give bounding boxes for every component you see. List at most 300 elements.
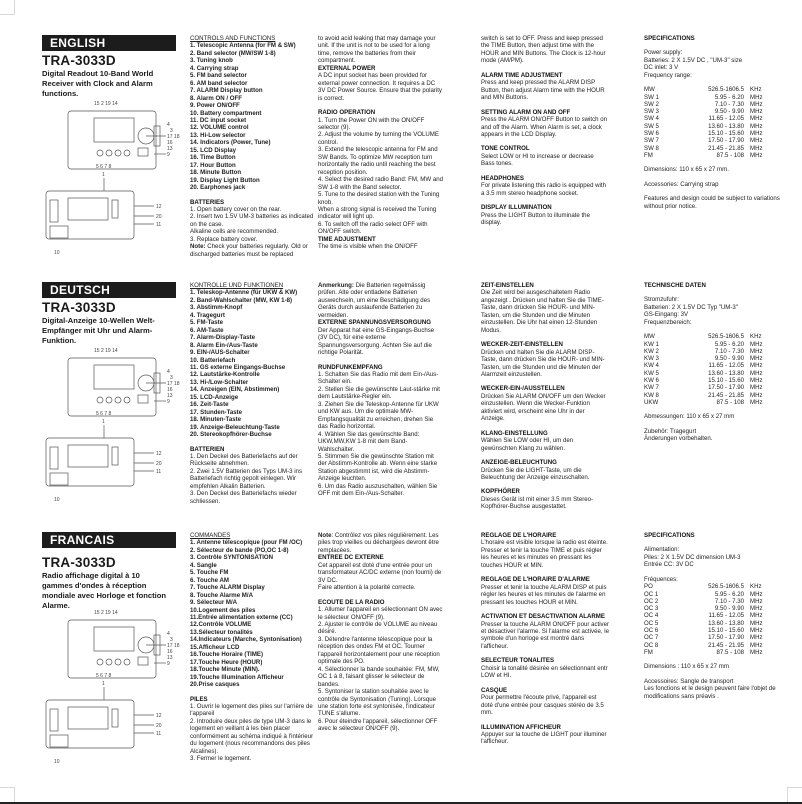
language-header: FRANCAIS [42, 532, 176, 548]
note-text: Die Batterien regelmässig prüfen. Alte oder entladene Batterien auswechseln, um eine Beschädigung des Geräts durch auslaufende Batterien zu vermeiden. [318, 282, 431, 319]
band-unit: MHz [750, 144, 763, 152]
band-name: SW 7 [644, 137, 659, 145]
note-label: Note [318, 532, 332, 539]
dimensions: Dimensions: 110 x 65 x 27 mm. [644, 166, 729, 174]
display-illumination-text: Appuyer sur la touche de LIGHT pour illuminer l'afficheur. [481, 730, 607, 746]
frequency-row [644, 591, 774, 598]
svg-text:13: 13 [167, 146, 173, 152]
band-unit: MHz [750, 590, 763, 598]
band-name: OC 1 [644, 590, 659, 598]
time-adjustment-text: Die Zeit wird bei ausgeschaltetem Radio angezeigt . Drücken und halten Sie die TIME-Taste, dann drücken Sie HOUR- und MIN-Tasten, um die Stunden und die Minuten einzustellen. Die Uhr hat einen 12-Stunden Modus. [481, 289, 604, 334]
svg-text:17 18: 17 18 [167, 134, 180, 140]
tone-control-text: Wählen Sie LOW oder HI, um den gewünschten Klang zu wählen. [481, 437, 574, 452]
radio-step: 5. Stimmen Sie die gewünschte Station mit der Abstimm-Kontrolle ab. Wenn eine starke Station abgestimmt ist, wird die Abstimm-Anzeige leuchten. [318, 452, 438, 483]
band-name: SW 2 [644, 100, 659, 108]
time-adjustment-heading: REGLAGE DE L'HORAIRE [481, 532, 557, 539]
control-item: 3. Contrôle SYNTONISATION [190, 554, 274, 562]
svg-text:20: 20 [156, 723, 162, 729]
radio-operation-heading: ECOUTE DE LA RADIO [318, 598, 385, 606]
svg-text:10: 10 [54, 759, 60, 765]
band-range: 21.45 - 21.85 [708, 144, 744, 152]
display-illumination-heading: ILLUMINATION AFFICHEUR [481, 723, 561, 731]
svg-text:17 18: 17 18 [167, 643, 180, 649]
control-item: 11.Entrée alimentation externe (CC) [190, 613, 293, 621]
band-range: 7.10 - 7.30 [714, 597, 744, 605]
band-range: 15.10 - 15.60 [708, 377, 744, 385]
control-item: 2. Band-Wahlschalter (MW, KW 1-8) [190, 296, 293, 304]
time-adjustment-heading: TIME ADJUSTMENT [318, 235, 376, 243]
model-title: TRA-3033D [42, 300, 116, 315]
alarm-onoff-text: Drücken Sie ALARM ON/OFF um den Wecker einzustellen. Wenn die Wecker-Funktion aktiviert wird, erscheint eine Uhr in der Anzeige. [481, 392, 606, 423]
control-item: 4. Carrying strap [190, 64, 239, 72]
band-unit: MHz [750, 340, 763, 348]
radio-diagram [36, 605, 186, 765]
alarm-onoff-text: Presser la touche ALARM ON/OFF pour activer et désactiver l'alarme. Si l'alarme est activée, le symbole d'un horloge est montré dans l'afficheur. [481, 620, 610, 650]
band-range: 9.50 - 9.90 [714, 605, 744, 613]
svg-text:9: 9 [167, 152, 170, 158]
control-item: 1. Telescopic Antenna (for FM & SW) [190, 42, 296, 50]
batteries-heading: PILES [190, 695, 208, 703]
band-unit: MHz [750, 619, 763, 627]
frequency-table [644, 583, 774, 656]
svg-text:13: 13 [167, 655, 173, 661]
svg-text:15 2 19 14: 15 2 19 14 [94, 348, 118, 354]
band-unit: MHz [750, 648, 763, 656]
radio-step: 3. Ziehen Sie die Teleskop-Antenne für UKW und KW aus. Um die optimale MW-Empfangsqualität zu erreichen, drehen Sie das Radio horizontal. [318, 400, 439, 431]
svg-text:15 2 19 14: 15 2 19 14 [94, 610, 118, 616]
tone-control-heading: SELECTEUR TONALITES [481, 657, 555, 665]
band-unit: MHz [750, 384, 763, 392]
radio-step: 4. Sélectionner la bande souhaitée: FM, MW, OC 1 à 8, faisant glisser le sélecteur de bandes. [318, 665, 440, 688]
frequency-row [644, 634, 774, 641]
headphones-text: Pour permettre l'écoute privé, l'appareil est doté d'une entrée pour casques stéréo de 3.5 mm. [481, 694, 604, 717]
control-item: 17. Hour Button [190, 161, 236, 169]
radio-step: 2. Stellen Sie die gewünschte Laut-stärke mit dem Lautstärke-Regler ein. [318, 385, 440, 401]
radio-step: 4. Wählen Sie das gewünschte Band: UKW,MW,KW 1-8 mit dem Band-Wahlschalter. [318, 430, 420, 453]
control-item: 14. Indicators (Power, Tune) [190, 139, 271, 147]
external-power-text: Faire attention à la polarité correcte. [318, 584, 416, 592]
svg-text:3: 3 [170, 128, 173, 134]
control-item: 15. LCD Display [190, 146, 237, 154]
battery-note [318, 532, 443, 554]
band-unit: MHz [750, 362, 763, 370]
radio-step: 3. Extend the telescopic antenna for FM and SW Bands. To optimize MW reception turn horizontally the radio until reaching the best reception position. [318, 146, 438, 176]
model-title: TRA-3033D [42, 555, 116, 570]
batteries-heading: BATTERIEN [190, 445, 225, 453]
band-name: PO [644, 583, 653, 591]
svg-text:13: 13 [167, 393, 173, 399]
band-name: SW 3 [644, 108, 659, 116]
product-subtitle: Digital-Anzeige 10-Wellen Welt-Empfänger mit Uhr und Alarm-Funktion. [42, 316, 155, 345]
headphones-text: For private listening this radio is equipped with a 3.5 mm stereo headphone socket. [481, 182, 606, 197]
band-name: SW 4 [644, 115, 659, 123]
control-item: 9. Power ON/OFF [190, 102, 240, 110]
control-item: 6. AM-Taste [190, 326, 224, 334]
note-label: Anmerkung: [318, 282, 354, 289]
radio-step: 5. Syntoniser la station souhaitée avec le contrôle de Syntonisation (Tuning). Lorsque une station forte est syntonisée, l'indicateur TUNE s'allume. [318, 688, 436, 718]
radio-step: 4. Select the desired radio Band: FM, MW and SW 1-8 with the Band selector. [318, 176, 443, 191]
tone-control-heading: TONE CONTROL [481, 145, 530, 153]
control-item: 13.Sélecteur tonalités [190, 628, 253, 636]
alarm-time-text: Press and keep pressed the ALARM DISP Button, then adjust Alarm time with the HOUR and MIN Buttons. [481, 79, 605, 102]
radio-step: 2. Adjust the volume by turning the VOLUME control. [318, 131, 439, 146]
disclaimer: Features and design could be subject to variations without prior notice. [644, 195, 780, 210]
tone-control-text: Choisir la tonalité désirée en sélectionnant entr LOW et HI. [481, 664, 608, 680]
band-name: KW 6 [644, 377, 659, 385]
band-unit: MHz [750, 369, 763, 377]
note-continued: to avoid acid leaking that may damage your unit. If the unit is not to be used for a long time, remove the batteries from their compartment. [318, 35, 436, 65]
external-power-heading: EXTERNAL POWER [318, 64, 376, 72]
band-range: 13.60 - 13.80 [708, 369, 744, 377]
band-range: 87.5 - 108 [716, 398, 744, 406]
disclaimer: Änderungen vorbehalten. [644, 435, 713, 443]
controls-column [190, 532, 318, 763]
alarm-time-heading: ALARM TIME ADJUSTMENT [481, 71, 563, 79]
band-unit: MHz [750, 597, 763, 605]
spec-line: Entrée CC: 3V DC [644, 561, 694, 569]
svg-text:1: 1 [102, 681, 105, 687]
band-range: 7.10 - 7.30 [714, 100, 744, 108]
headphones-heading: HEADPHONES [481, 174, 525, 182]
control-item: 4. Tragegurt [190, 311, 225, 319]
svg-text:1: 1 [102, 172, 105, 178]
time-adjustment-continued: switch is set to OFF. Press and keep pressed the TIME Button, then adjust time with the HOUR and MIN Buttons. The Clock is 12-hour mode (AM/PM). [481, 35, 606, 65]
band-name: FM [644, 151, 653, 159]
control-item: 3. Abstimm-Knopf [190, 304, 243, 312]
external-power-heading: ENTREE DC EXTERNE [318, 554, 384, 562]
product-subtitle: Radio affichage digital à 10 gammes d'ondes à réception mondiale avec Horloge et fonction Alarme. [42, 571, 167, 610]
battery-step: 1. Den Deckel des Batteriefachs auf der Rückseite abnehmen. [190, 452, 298, 468]
band-range: 15.10 - 15.60 [708, 627, 744, 635]
band-range: 21.45 - 21.85 [708, 391, 744, 399]
band-range: 11.65 - 12.05 [708, 612, 744, 620]
frequency-row [644, 605, 774, 612]
control-item: 12. VOLUME control [190, 124, 249, 132]
svg-text:3: 3 [170, 375, 173, 381]
spec-line: Alimentation: [644, 546, 680, 554]
band-range: 87.5 - 108 [716, 151, 744, 159]
specifications-heading: SPECIFICATIONS [644, 532, 695, 539]
svg-text:5 6 7 8: 5 6 7 8 [96, 164, 112, 170]
control-item: 7. Alarm-Display-Taste [190, 334, 256, 342]
external-power-text: Cet appareil est doté d'une entrée pour un transformateur AC/DC externe (non fourni) de 3V DC. [318, 561, 442, 584]
band-range: 13.60 - 13.80 [708, 619, 744, 627]
band-name: KW 1 [644, 340, 659, 348]
band-range: 526.5-1606.5 [708, 333, 744, 341]
control-item: 12. Lautstärke-Kontrolle [190, 371, 260, 379]
radio-step: 5. Tune to the desired station with the Tuning knob. [318, 191, 440, 206]
svg-text:12: 12 [156, 451, 162, 457]
radio-step: 6. Pour éteindre l'appareil, sélectionner OFF avec le sélecteur ON/OFF (9). [318, 717, 438, 733]
note-text: : Contrôlez vos piles régulièrement. Les piles trop vieilles ou déchargées devront être remplacées. [318, 532, 439, 554]
headphones-text: Dieses Gerät ist mit einer 3.5 mm Stereo-Kopfhörer-Buchse ausgestattet. [481, 495, 594, 511]
svg-text:3: 3 [170, 637, 173, 643]
control-item: 18. Minuten-Taste [190, 416, 242, 424]
frequency-row [644, 598, 774, 605]
battery-step: 3. Replace battery cover. [190, 235, 258, 243]
external-power-text: A DC input socket has been provided for external power connection. It requires a DC 3V DC Power Source. Ensure that the polarity is correct. [318, 72, 442, 102]
control-item: 1. Antenne télescopique (pour FM /OC) [190, 539, 303, 547]
control-item: 9. EIN-/AUS-Schalter [190, 349, 250, 357]
band-unit: MHz [750, 377, 763, 385]
band-name: KW 7 [644, 384, 659, 392]
svg-text:4: 4 [167, 631, 170, 637]
band-range: 5.95 - 6.20 [714, 93, 744, 101]
band-name: UKW [644, 398, 659, 406]
battery-step: 2. Insert two 1.5V UM-3 batteries as indicated on the case. [190, 213, 314, 228]
battery-step: Alkaline cells are recommended. [190, 228, 279, 236]
control-item: 19. Anzeige-Beleuchtung-Taste [190, 423, 280, 431]
band-range: 9.50 - 9.90 [714, 355, 744, 363]
spec-line: Power supply: [644, 49, 683, 57]
svg-text:16: 16 [167, 140, 173, 146]
control-item: 20.Prise casques [190, 681, 240, 689]
radio-step: 1. Turn the Power ON with the ON/OFF selector (9). [318, 116, 425, 131]
control-item: 20. Stereokopfhörer-Buchse [190, 431, 272, 439]
product-subtitle: Digital Readout 10-Band World Receiver with Clock and Alarm functions. [42, 69, 154, 98]
band-range: 17.50 - 17.90 [708, 137, 744, 145]
band-range: 5.95 - 6.20 [714, 340, 744, 348]
svg-text:4: 4 [167, 369, 170, 375]
alarm-time-heading: WECKER-ZEIT-EINSTELLEN [481, 341, 563, 349]
time-adjustment-heading: ZEIT-EINSTELLEN [481, 282, 534, 289]
band-name: MW [644, 333, 655, 341]
control-item: 18. Minute Button [190, 169, 242, 177]
band-unit: KHz [750, 583, 762, 591]
controls-heading: KONTROLLE UND FUNKTIONEN [190, 282, 284, 289]
radio-step: 1. Allumer l'appareil en sélectionnant ON avec le sélecteur ON/OFF (9). [318, 606, 443, 621]
spec-line: Piles: 2 X 1.5V DC dimension UM-3 [644, 553, 741, 561]
band-unit: MHz [750, 398, 763, 406]
spec-line: Fréquences: [644, 575, 678, 583]
control-item: 13. Hi-/Low-Schalter [190, 378, 249, 386]
accessories: Zubehör: Tragegurt [644, 427, 697, 435]
control-item: 14. Anzeigen (EIN, Abstimmen) [190, 386, 280, 394]
battery-step: 2. Zwei 1.5V Batterien des Typs UM-3 ins Batteriefach richtig gepolt einlegen. Wir empfehlen Alkalin Batterien. [190, 467, 302, 490]
control-item: 7. Touche ALARM Display [190, 584, 265, 592]
frequency-row [644, 642, 774, 649]
svg-text:12: 12 [156, 713, 162, 719]
control-item: 16.Touche Horaire (TIME) [190, 651, 264, 659]
svg-text:11: 11 [156, 469, 162, 475]
band-name: KW 5 [644, 369, 659, 377]
specifications-heading: TECHNISCHE DATEN [644, 282, 706, 289]
svg-text:15 2 19 14: 15 2 19 14 [94, 101, 118, 107]
battery-step: 2. Introduire deux piles de type UM-3 dans le logement en veillant à les bien placer conformément au schéma indiqué à l'intérieur du logement (nous recommandons des piles Alcalines). [190, 717, 314, 755]
radio-step: 1. Schalten Sie das Radio mit dem Ein-/Aus-Schalter ein. [318, 370, 439, 386]
band-unit: MHz [750, 122, 763, 130]
band-range: 21.45 - 21.95 [708, 641, 744, 649]
band-unit: KHz [750, 86, 762, 94]
frequency-row [644, 649, 774, 656]
svg-text:11: 11 [156, 731, 162, 737]
display-illumination-heading: DISPLAY ILLUMINATION [481, 204, 552, 212]
spec-line: Stromzufuhr: [644, 296, 679, 304]
time-adjustment-text: The time is visible when the ON/OFF [318, 243, 418, 251]
control-item: 11. DC input socket [190, 116, 247, 124]
radio-step: 3. Détendre l'antenne télescopique pour la réception des ondes FM et OC. Tourner l'appareil horizontalement pour une réception optimale des PO. [318, 635, 440, 666]
control-item: 2. Band selector (MW/SW 1-8) [190, 49, 276, 57]
svg-text:5 6 7 8: 5 6 7 8 [96, 673, 112, 679]
band-range: 526.5-1606.5 [708, 86, 744, 94]
control-item: 5. FM band selector [190, 72, 247, 80]
band-name: SW 8 [644, 144, 659, 152]
band-unit: MHz [750, 391, 763, 399]
spec-line: Batterien: 2 X 1.5V DC Typ "UM-3" [644, 303, 738, 311]
specifications-column [644, 532, 796, 700]
spec-line: DC inlet: 3 V [644, 64, 679, 72]
language-header: DEUTSCH [42, 282, 176, 298]
spec-line: Frequenzbereich: [644, 318, 692, 326]
svg-text:9: 9 [167, 399, 170, 405]
note-text: Check your batteries regularly. Old or discharged batteries must be replaced [190, 243, 308, 258]
battery-step: 1. Ouvrir le logement des piles sur l'arrière de l'appareil [190, 702, 313, 718]
band-unit: MHz [750, 612, 763, 620]
control-item: 5. FM-Taste [190, 319, 224, 327]
radio-step: 6. To switch off the radio select OFF with ON/OFF switch. [318, 220, 428, 236]
radio-front-and-back-illustration [36, 605, 186, 765]
svg-text:10: 10 [54, 250, 60, 256]
model-title: TRA-3033D [42, 53, 116, 68]
dimensions: Abmessungen: 110 x 65 x 27 mm [644, 413, 735, 421]
band-name: OC 2 [644, 597, 659, 605]
svg-text:10: 10 [54, 497, 60, 503]
control-item: 16. Time Button [190, 154, 236, 162]
control-item: 6. Touche AM [190, 576, 229, 584]
control-item: 10.Logement des piles [190, 606, 256, 614]
control-item: 3. Tuning knob [190, 57, 233, 65]
band-range: 87.5 - 108 [716, 648, 744, 656]
alarm-onoff-heading: WECKER-EIN-/AUSSTELLEN [481, 385, 565, 393]
tone-control-heading: KLANG-EINSTELLUNG [481, 429, 548, 437]
operation-column [318, 532, 443, 733]
radio-step: 6. Um das Radio auszuschalten, wählen Sie OFF mit dem Ein-/Aus-Schalter. [318, 482, 438, 498]
band-name: OC 3 [644, 605, 659, 613]
control-item: 14.Indicateurs (Marche, Syntonisation) [190, 636, 302, 644]
band-range: 17.50 - 17.90 [708, 384, 744, 392]
alarm-time-text: Drücken und halten Sie die ALARM DISP-Taste, dann drücken Sie die HOUR- und MIN-Tasten, um die Stunden und die Minuten der Alarmzeit einzustellen. [481, 348, 605, 378]
band-name: KW 3 [644, 355, 659, 363]
headphones-heading: CASQUE [481, 686, 508, 694]
control-item: 15.Afficheur LCD [190, 643, 240, 651]
band-range: 11.65 - 12.05 [708, 362, 744, 370]
band-name: KW 8 [644, 391, 659, 399]
band-range: 13.60 - 13.80 [708, 122, 744, 130]
accessories: Accessoires: Sangle de transport [644, 677, 734, 685]
control-item: 19.Touche Illumination Afficheur [190, 673, 284, 681]
tone-control-text: Select LOW or HI to increase or decrease Bass tones. [481, 152, 594, 168]
svg-text:16: 16 [167, 387, 173, 393]
note-label: Note: [190, 243, 206, 251]
band-unit: MHz [750, 115, 763, 123]
band-name: OC 5 [644, 619, 659, 627]
band-range: 5.95 - 6.20 [714, 590, 744, 598]
control-item: 19. Display Light Button [190, 176, 260, 184]
band-name: SW 1 [644, 93, 659, 101]
control-item: 8. Alarm ON / OFF [190, 94, 242, 102]
band-name: FM [644, 648, 653, 656]
control-item: 7. ALARM Display button [190, 87, 263, 95]
band-unit: MHz [750, 130, 763, 138]
band-name: OC 6 [644, 627, 659, 635]
radio-operation-heading: RUNDFUNKEMPFANG [318, 363, 383, 371]
svg-text:9: 9 [167, 661, 170, 667]
band-unit: MHz [750, 627, 763, 635]
band-range: 15.10 - 15.60 [708, 130, 744, 138]
band-unit: MHz [750, 355, 763, 363]
control-item: 18.Touche Minute (MIN). [190, 666, 260, 674]
band-unit: MHz [750, 634, 763, 642]
frequency-row [644, 620, 774, 627]
frequency-row [644, 627, 774, 634]
control-item: 20. Earphones jack [190, 184, 246, 192]
radio-step: When a strong signal is received the Tuning indicator will light up. [318, 205, 437, 221]
band-name: SW 6 [644, 130, 659, 138]
band-name: KW 2 [644, 347, 659, 355]
band-name: OC 4 [644, 612, 659, 620]
svg-text:16: 16 [167, 649, 173, 655]
radio-step: 2. Ajuster le contrôle de VOLUME au niveau désiré. [318, 620, 438, 636]
alarm-onoff-heading: SETTING ALARM ON AND OFF [481, 108, 571, 116]
time-adjustment-text: L'horaire est visible lorsque la radio est éteinte. [481, 539, 608, 547]
headphones-heading: KOPFHÖRER [481, 488, 520, 496]
display-illumination-heading: ANZEIGE-BELEUCHTUNG [481, 459, 557, 467]
band-unit: MHz [750, 108, 763, 116]
band-unit: MHz [750, 100, 763, 108]
band-name: OC 7 [644, 634, 659, 642]
band-range: 7.10 - 7.30 [714, 347, 744, 355]
svg-text:1: 1 [102, 419, 105, 425]
settings-column [481, 532, 609, 746]
display-illumination-text: Drücken Sie die LIGHT-Taste, um die Beleuchtung der Anzeige einzuschalten. [481, 466, 590, 481]
control-item: 1. Teleskop-Antenne (für UKW & KW) [190, 289, 298, 297]
svg-text:12: 12 [156, 204, 162, 210]
control-item: 17. Stunden-Taste [190, 408, 243, 416]
svg-text:20: 20 [156, 214, 162, 220]
control-item: 17.Touche Heure (HOUR) [190, 658, 263, 666]
control-item: 2. Sélecteur de bande (PO,OC 1-8) [190, 546, 289, 554]
time-adjustment-text: Presser et tenir la touche TIME et puis régler les heures et les minutes en pressant les touches HOUR et MIN. [481, 546, 602, 569]
band-name: KW 4 [644, 362, 659, 370]
display-illumination-text: Press the LIGHT Button to illuminate the display. [481, 211, 590, 227]
battery-step: 1. Open battery cover on the rear. [190, 205, 282, 213]
band-unit: KHz [750, 333, 762, 341]
band-name: SW 5 [644, 122, 659, 130]
alarm-onoff-text: Press the ALARM ON/OFF Button to switch on and off the Alarm. When Alarm is set, a clock appears in the LCD Display. [481, 116, 607, 138]
control-item: 11. GS externe Eingangs-Buchse [190, 363, 286, 371]
svg-text:11: 11 [156, 222, 162, 228]
controls-heading: COMMANDES [190, 532, 231, 539]
control-item: 13. Hi-Low selector [190, 131, 246, 139]
batteries-heading: BATTERIES [190, 198, 225, 206]
band-unit: MHz [750, 605, 763, 613]
band-unit: MHz [750, 93, 763, 101]
accessories: Accessories: Carrying strap [644, 180, 719, 188]
spec-line: GS-Eingang: 3V [644, 311, 689, 319]
control-item: 6. AM band selector [190, 79, 248, 87]
control-item: 16. Zeit-Taste [190, 401, 229, 409]
dimensions: Dimensions : 110 x 65 x 27 mm [644, 663, 729, 671]
band-unit: MHz [750, 641, 763, 649]
band-unit: MHz [750, 137, 763, 145]
spec-line: Frequency range: [644, 71, 692, 79]
disclaimer: Les fonctions et le design peuvent faire l'objet de modifications sans préavis . [644, 685, 776, 700]
svg-text:4: 4 [167, 122, 170, 128]
control-item: 15. LCD-Anzeige [190, 393, 239, 401]
controls-heading: CONTROLS AND FUNCTIONS [190, 35, 276, 42]
svg-text:5 6 7 8: 5 6 7 8 [96, 411, 112, 417]
band-range: 11.65 - 12.05 [708, 115, 744, 123]
